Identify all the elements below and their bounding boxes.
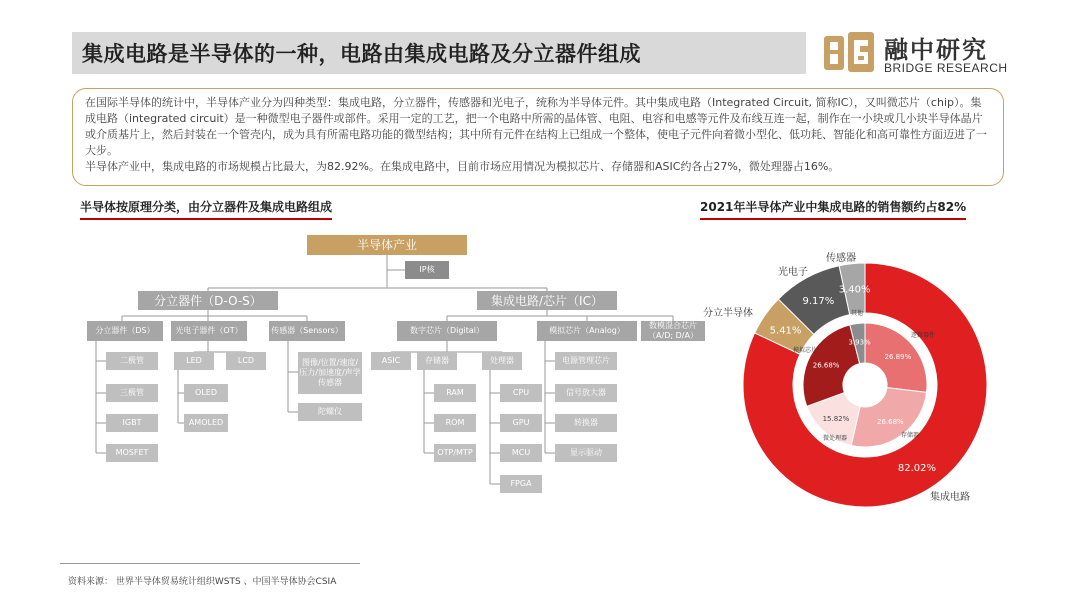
tree-root: 半导体产业 [307, 235, 467, 255]
inner-value-label: 26.89% [884, 352, 912, 361]
intro-paragraph-2: 半导体产业中，集成电路的市场规模占比最大，为82.92%。在集成电路中，目前市场应用情况为模拟芯片、存储器和ASIC约各占27%，微处理器占16%。 [85, 160, 840, 173]
tree-memory-item: ROM [434, 414, 476, 432]
outer-category-label: 传感器 [826, 253, 856, 264]
footer-divider [60, 563, 360, 564]
tree-ds-item: 二极管 [106, 352, 158, 370]
tree-ds-item: 三极管 [106, 384, 158, 402]
tree-lcd: LCD [226, 352, 266, 370]
tree-ds-item: MOSFET [106, 444, 158, 462]
right-section-title: 2021年半导体产业中集成电路的销售额约占82% [700, 198, 966, 220]
tree-ot: 光电子器件（OT） [171, 321, 247, 341]
tree-memory: 存储器 [417, 352, 457, 370]
logo-en-text: BRIDGE RESEARCH [884, 61, 1008, 75]
source-note: 资料来源： 世界半导体贸易统计组织WSTS 、中国半导体协会CSIA [68, 577, 337, 587]
tree-processor-item: MCU [500, 444, 542, 462]
inner-category-label: 其他 [850, 310, 864, 317]
tree-ds: 分立器件（DS） [87, 321, 163, 341]
intro-paragraph-1: 在国际半导体的统计中，半导体产业分为四种类型：集成电路，分立器件，传感器和光电子，统称为半导体元件。其中集成电路（Integrated Circuit, 简称IC），又叫微芯片（chip）。集成电路（integrated circuit）是一种微型电子器件或部件。采用一定的工艺，把一个电路中所需的晶体管、电阻、电容和电感等元件及布线互连一起，制作在一小块或几小块半导体晶片或介质基片上，然后封装在一个管壳内，成为具有所需电路功能的微型结构；其中所有元件在结构上已组成一个整体，使电子元件向着微小型化、低功耗、智能化和高可靠性方面迈进了一大步。 [85, 96, 987, 157]
tree-analog-item: 电源管理芯片 [555, 352, 617, 370]
outer-value-label: 3.40% [838, 284, 871, 296]
tree-analog-item: 转换器 [555, 414, 617, 432]
inner-value-label: 15.82% [822, 415, 850, 424]
tree-processor-item: FPGA [500, 475, 542, 493]
tree-sensors: 传感器（Sensors） [269, 321, 345, 341]
inner-value-label: 26.68% [876, 417, 904, 426]
outer-category-label: 分立半导体 [703, 308, 753, 319]
tree-discrete-devices: 分立器件（D-O-S） [138, 291, 278, 310]
tree-processor: 处理器 [482, 352, 522, 370]
inner-value-label: 26.68% [812, 361, 840, 370]
tree-processor-item: CPU [500, 384, 542, 402]
page-title: 集成电路是半导体的一种，电路由集成电路及分立器件组成 [82, 42, 641, 66]
tree-processor-item: GPU [500, 414, 542, 432]
inner-category-label: 逻辑器件 [910, 332, 936, 339]
tree-sensor-item: 图像/位置/速度/压力/加速度/声学传感器 [298, 352, 362, 394]
tree-digital: 数字芯片（Digital） [397, 321, 497, 341]
outer-value-label: 5.41% [769, 325, 802, 337]
outer-category-label: 集成电路 [930, 492, 970, 503]
logo-cn-text: 融中研究 [884, 36, 988, 64]
outer-value-label: 9.17% [802, 295, 835, 307]
tree-analog: 模拟芯片（Analog） [537, 321, 637, 341]
tree-ot-item: OLED [184, 384, 228, 402]
tree-ip-core: IP核 [405, 261, 449, 279]
tree-ot-item: AMOLED [184, 414, 228, 432]
tree-sensor-item: 陀螺仪 [298, 403, 362, 421]
inner-value-label: 3.93% [848, 338, 871, 347]
inner-category-label: 模拟芯片 [792, 347, 818, 354]
tree-mixed: 数模混合芯片（A/D; D/A） [641, 321, 705, 341]
outer-category-label: 光电子 [778, 267, 808, 278]
tree-memory-item: OTP/MTP [434, 444, 476, 462]
inner-category-label: 微处理器 [822, 435, 848, 442]
outer-value-label: 82.02% [897, 462, 936, 474]
tree-analog-item: 信号放大器 [555, 384, 617, 402]
tree-analog-item: 显示驱动 [555, 444, 617, 462]
left-section-title: 半导体按原理分类，由分立器件及集成电路组成 [80, 198, 332, 220]
tree-asic: ASIC [371, 352, 411, 370]
tree-led: LED [174, 352, 214, 370]
semiconductor-donut-chart [700, 222, 1020, 522]
tree-ds-item: IGBT [106, 414, 158, 432]
inner-category-label: 存储器 [900, 432, 920, 439]
tree-integrated-circuit: 集成电路/芯片（IC） [477, 291, 617, 310]
tree-memory-item: RAM [434, 384, 476, 402]
